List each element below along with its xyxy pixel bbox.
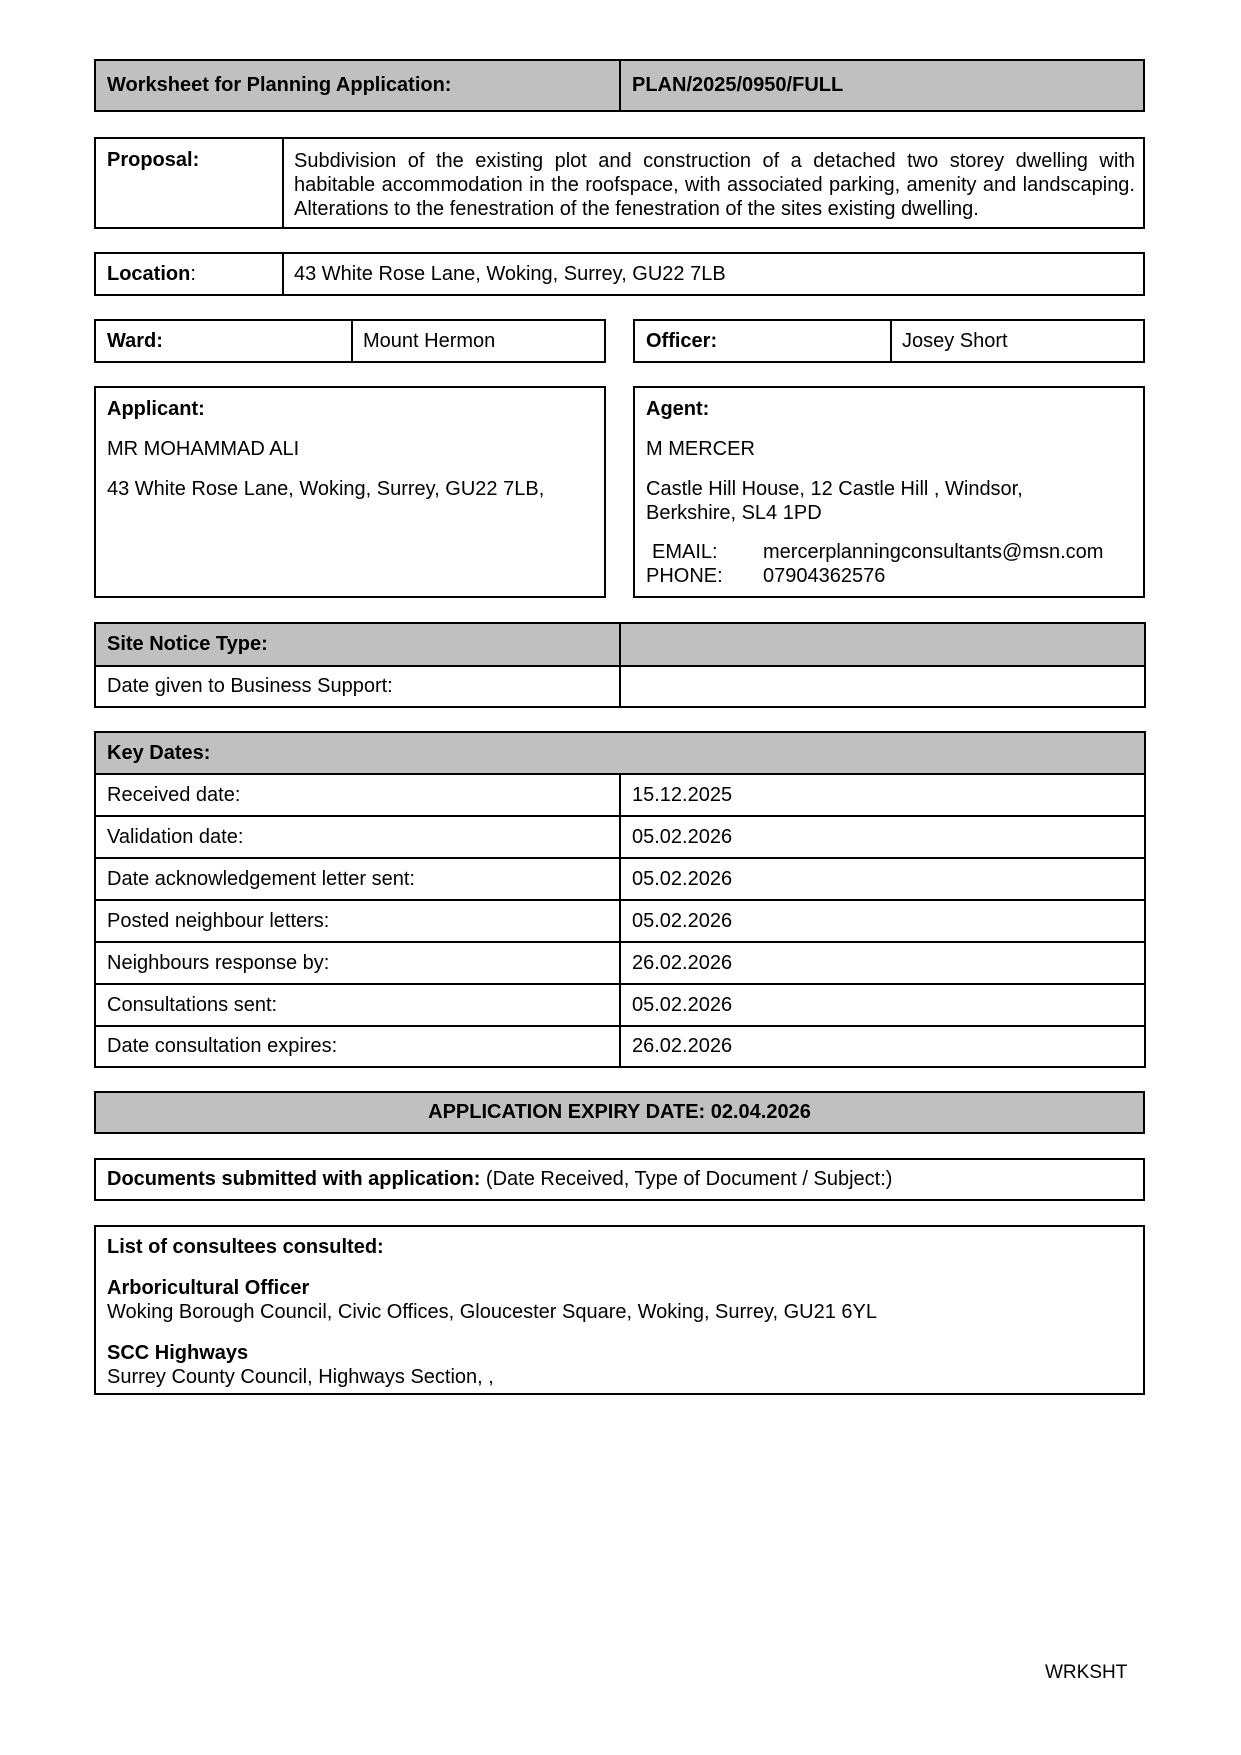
key-date-label: Consultations sent: — [107, 993, 278, 1016]
location-value: 43 White Rose Lane, Woking, Surrey, GU22 7LB — [294, 262, 726, 285]
location-box — [94, 252, 1145, 296]
documents-row — [96, 1160, 1143, 1199]
ward-box — [94, 319, 606, 363]
consultee-name: Arboricultural Officer — [107, 1277, 310, 1299]
key-date-value: 05.02.2026 — [632, 867, 733, 890]
application-reference: PLAN/2025/0950/FULL — [632, 74, 844, 96]
officer-value: Josey Short — [902, 329, 1008, 352]
key-dates-table — [94, 731, 1146, 1068]
business-support-label: Date given to Business Support: — [107, 675, 393, 697]
applicant-box — [94, 386, 606, 598]
documents-box — [94, 1158, 1145, 1201]
consultee-address: Surrey County Council, Highways Section, , — [107, 1366, 494, 1388]
agent-email: mercerplanningconsultants@msn.com — [763, 541, 1104, 563]
proposal-text: Subdivision of the existing plot and construction of a detached two storey dwelling with habitable accommodation in the roofspace, with associated parking, amenity and landscaping. Alterations to the fenestration of the fenestration of the sites existing dwelling. — [294, 150, 1135, 220]
consultees-box — [94, 1225, 1145, 1395]
applicant-name: MR MOHAMMAD ALI — [107, 438, 300, 460]
key-date-value: 26.02.2026 — [632, 1035, 733, 1057]
worksheet-header — [94, 59, 1145, 112]
application-expiry-date: APPLICATION EXPIRY DATE: 02.04.2026 — [428, 1101, 811, 1123]
documents-note: (Date Received, Type of Document / Subject:) — [480, 1168, 893, 1190]
officer-box — [633, 319, 1145, 363]
proposal-label: Proposal: — [107, 149, 200, 171]
agent-label: Agent: — [646, 398, 710, 420]
key-date-label: Validation date: — [107, 825, 244, 848]
site-notice-type-label: Site Notice Type: — [107, 633, 268, 655]
key-date-value: 15.12.2025 — [632, 783, 733, 806]
ward-label: Ward: — [107, 329, 163, 352]
proposal-box — [94, 137, 1145, 229]
agent-name: M MERCER — [646, 438, 755, 460]
applicant-address: 43 White Rose Lane, Woking, Surrey, GU22 7LB, — [107, 478, 545, 500]
agent-address-line1: Castle Hill House, 12 Castle Hill , Windsor, — [646, 478, 1023, 500]
footer-code: WRKSHT — [1045, 1662, 1128, 1683]
agent-phone: 07904362576 — [763, 565, 886, 587]
key-date-value: 05.02.2026 — [632, 993, 733, 1016]
key-date-label: Neighbours response by: — [107, 951, 330, 974]
consultee-name: SCC Highways — [107, 1342, 249, 1364]
officer-label: Officer: — [646, 329, 718, 352]
consultees-title: List of consultees consulted: — [107, 1236, 384, 1258]
key-date-label: Date acknowledgement letter sent: — [107, 867, 415, 890]
agent-address-line2: Berkshire, SL4 1PD — [646, 502, 822, 524]
key-date-value: 26.02.2026 — [632, 951, 733, 974]
agent-phone-label: PHONE: — [646, 565, 723, 587]
key-date-value: 05.02.2026 — [632, 825, 733, 848]
key-dates-title: Key Dates: — [107, 741, 211, 764]
agent-email-label: EMAIL: — [652, 541, 718, 563]
worksheet-label: Worksheet for Planning Application: — [107, 74, 452, 96]
location-label: Location : — [107, 262, 196, 285]
key-date-label: Received date: — [107, 783, 241, 806]
expiry-banner — [94, 1091, 1145, 1134]
key-date-label: Date consultation expires: — [107, 1035, 338, 1057]
applicant-label: Applicant: — [107, 398, 205, 420]
documents-label: Documents submitted with application: — [107, 1168, 481, 1190]
business-support-value — [621, 667, 1144, 706]
site-notice-type-value — [621, 624, 1144, 665]
agent-box — [633, 386, 1145, 598]
consultee-address: Woking Borough Council, Civic Offices, Gloucester Square, Woking, Surrey, GU21 6YL — [107, 1301, 877, 1323]
ward-value: Mount Hermon — [363, 329, 496, 352]
site-notice-table — [94, 622, 1146, 708]
key-date-label: Posted neighbour letters: — [107, 909, 330, 932]
key-date-value: 05.02.2026 — [632, 909, 733, 932]
